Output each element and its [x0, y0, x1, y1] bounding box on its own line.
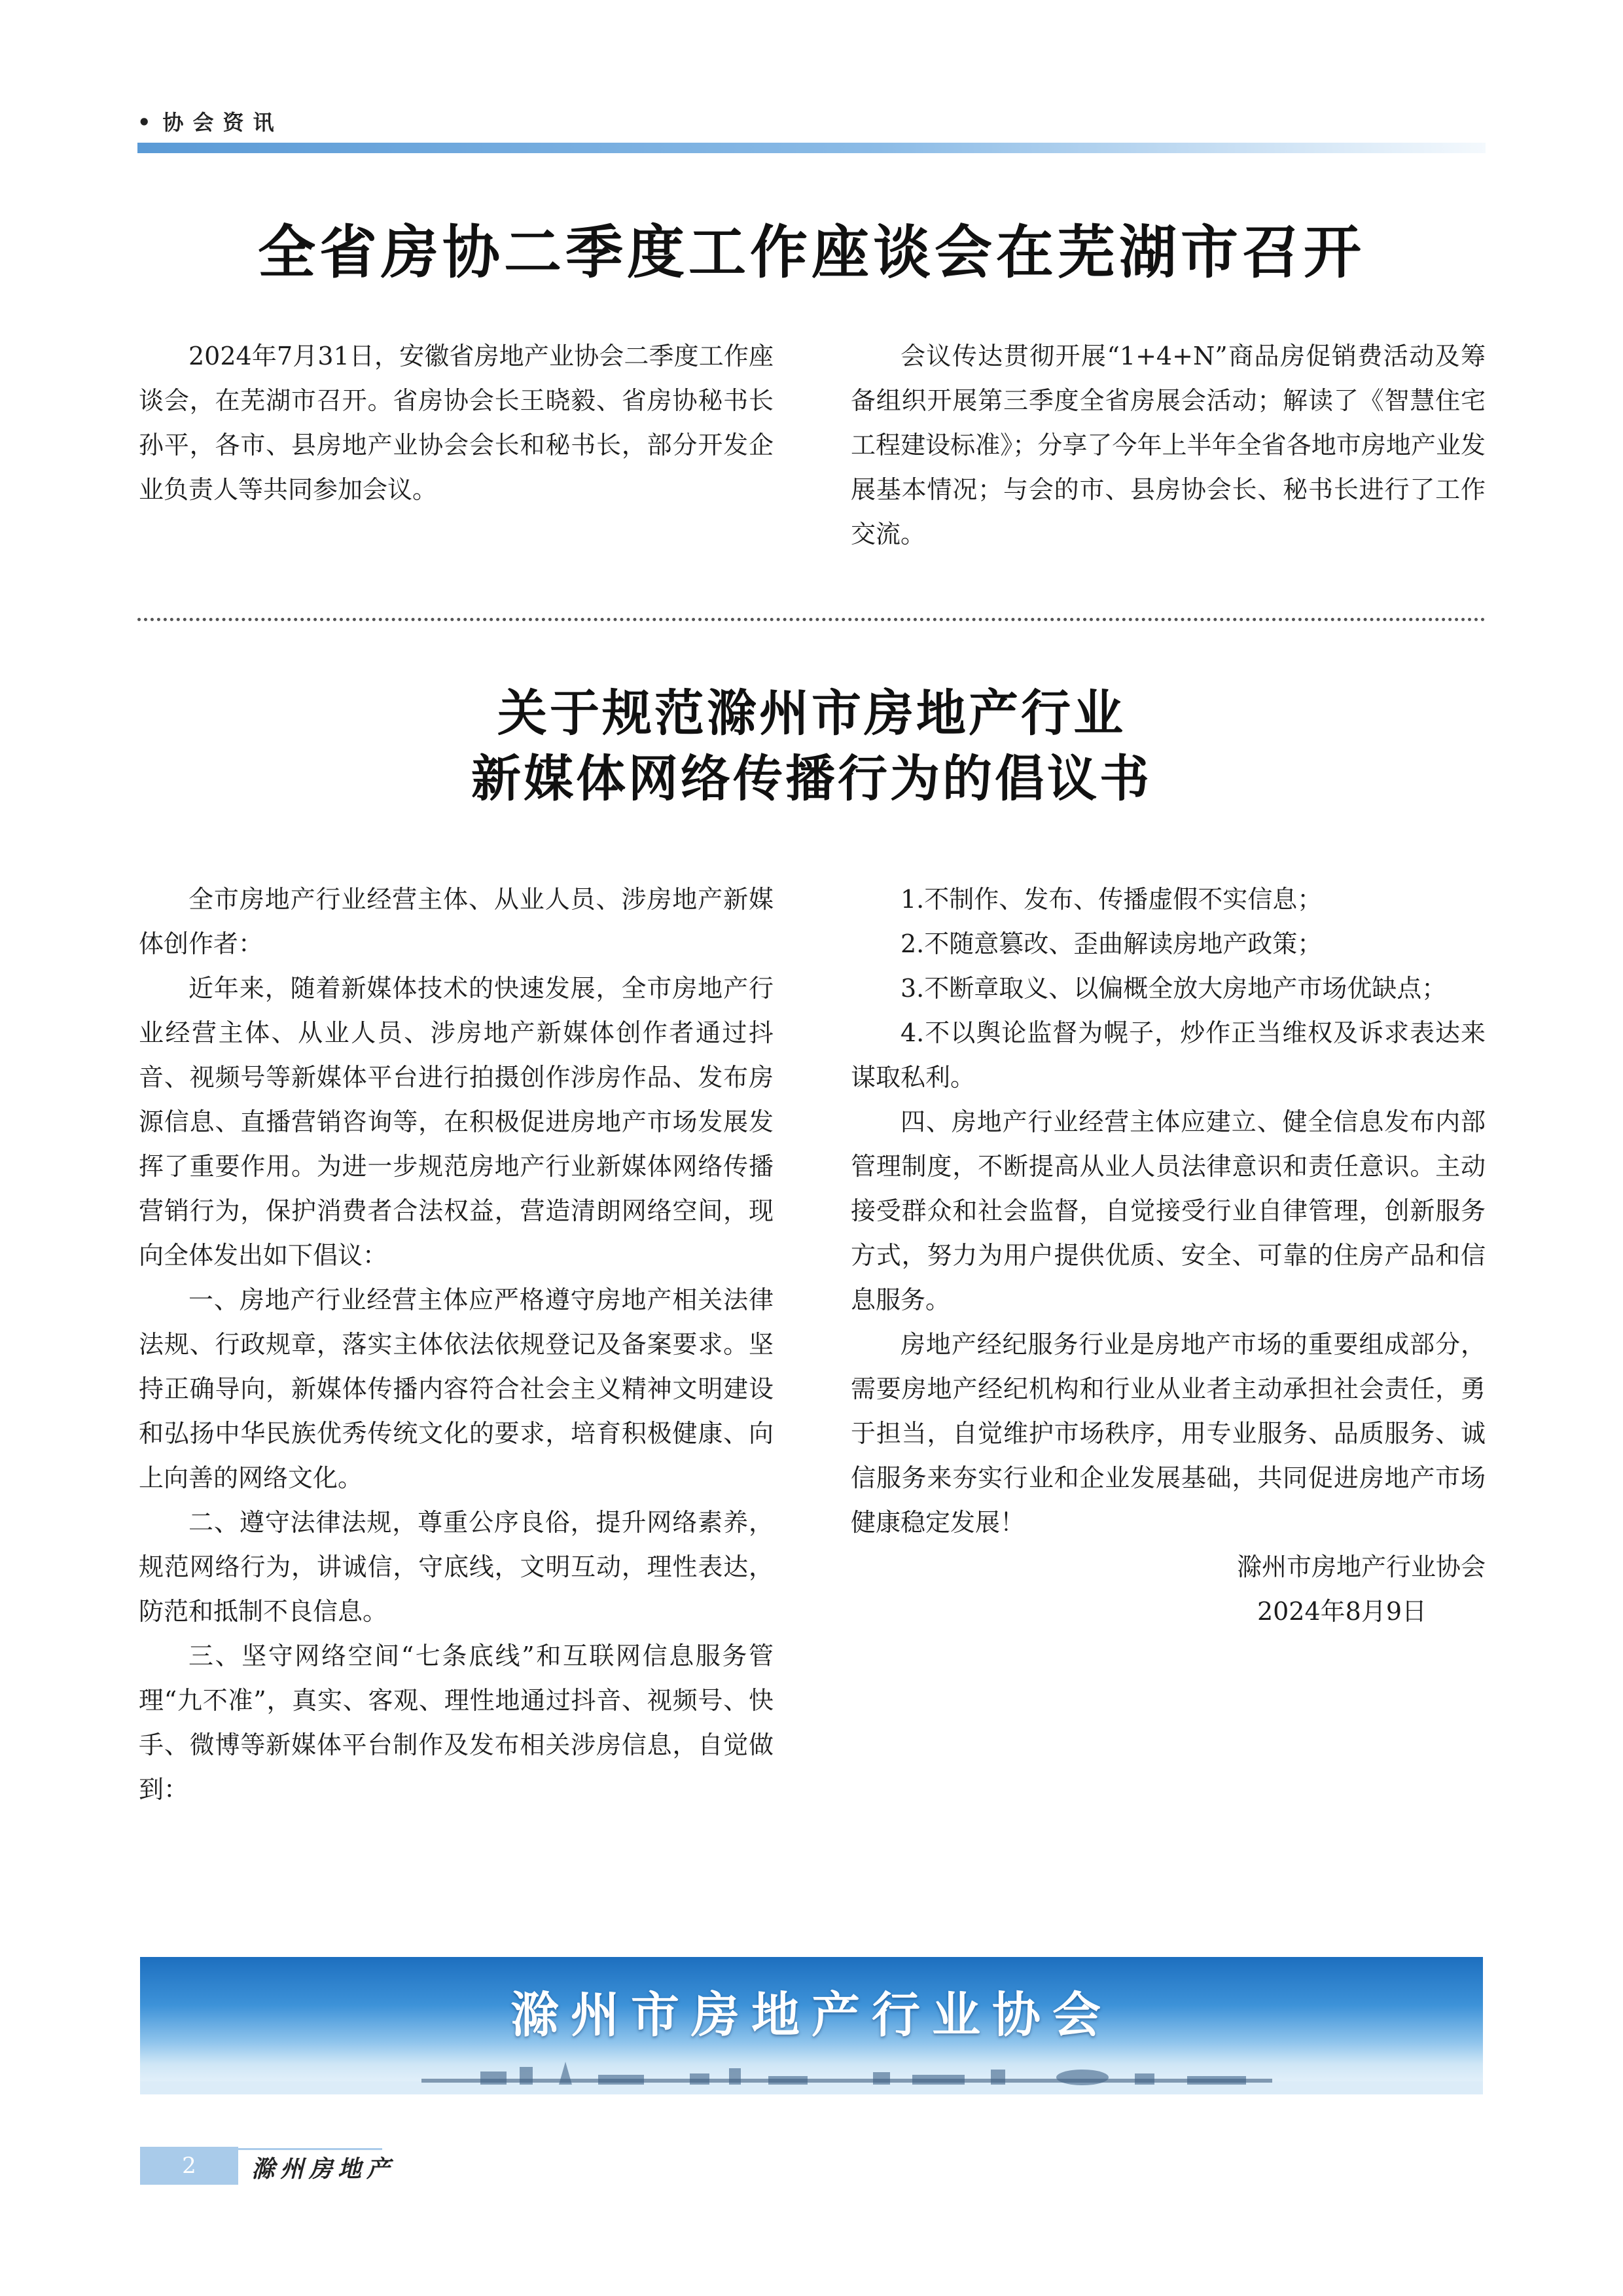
association-banner — [140, 1957, 1483, 2094]
proposal-item: 1.不制作、发布、传播虚假不实信息； — [901, 885, 1323, 914]
dotted-divider — [137, 618, 1486, 621]
proposal-item: 3.不断章取义、以偏概全放大房地产市场优缺点； — [901, 974, 1447, 1003]
proposal-paragraph: 房地产经纪服务行业是房地产市场的重要组成部分，需要房地产经纪机构和行业从业者主动承担社会责任，勇于担当，自觉维护市场秩序，用专业服务、品质服务、诚信服务来夯实行业和企业发展基础，共同促进房地产市场健康稳定发展！ — [851, 1330, 1486, 1537]
footer-rule — [238, 2148, 382, 2150]
header-rule — [137, 143, 1486, 153]
article2-title-line2: 新媒体网络传播行为的倡议书 — [471, 749, 1152, 808]
article1-right-column — [851, 334, 1486, 556]
section-label: 协会资讯 — [162, 110, 283, 135]
banner-title: 滁州市房地产行业协会 — [510, 1987, 1113, 2043]
signature-date: 2024年8月9日 — [1257, 1597, 1427, 1626]
proposal-paragraph: 三、坚守网络空间“七条底线”和互联网信息服务管理“九不准”，真实、客观、理性地通过抖音、视频号、快手、微博等新媒体平台制作及发布相关涉房信息，自觉做到： — [139, 1641, 774, 1804]
article1-right-paragraph: 会议传达贯彻开展“1+4+N”商品房促销费活动及筹备组织开展第三季度全省房展会活动；解读了《智慧住宅工程建设标准》；分享了今年上半年全省各地市房地产业发展基本情况；与会的市、县房协会长、秘书长进行了工作交流。 — [851, 342, 1486, 548]
article2-right-column — [851, 877, 1486, 1634]
proposal-item: 4.不以舆论监督为幌子，炒作正当维权及诉求表达来谋取私利。 — [851, 1018, 1486, 1092]
proposal-paragraph: 四、房地产行业经营主体应建立、健全信息发布内部管理制度，不断提高从业人员法律意识和责任意识。主动接受群众和社会监督，自觉接受行业自律管理，创新服务方式，努力为用户提供优质、安全、可靠的住房产品和信息服务。 — [851, 1107, 1486, 1314]
article2-left-column — [139, 877, 774, 1812]
article2-title-line1: 关于规范滁州市房地产行业 — [497, 684, 1126, 742]
page-number: 2 — [140, 2147, 238, 2185]
article1-left-column — [139, 334, 774, 512]
proposal-paragraph: 二、遵守法律法规，尊重公序良俗，提升网络素养，规范网络行为，讲诚信，守底线，文明互动，理性表达，防范和抵制不良信息。 — [139, 1508, 774, 1626]
proposal-item: 2.不随意篡改、歪曲解读房地产政策； — [901, 929, 1323, 958]
city-skyline-image — [140, 2036, 1483, 2094]
proposal-paragraph: 一、房地产行业经营主体应严格遵守房地产相关法律法规、行政规章，落实主体依法依规登记及备案要求。坚持正确导向，新媒体传播内容符合社会主义精神文明建设和弘扬中华民族优秀传统文化的要求，培育积极健康、向上向善的网络文化。 — [139, 1285, 774, 1492]
header-bullet: • — [137, 110, 151, 135]
section-header — [137, 106, 283, 136]
magazine-name: 滁州房地产 — [251, 2155, 396, 2183]
signature: 滁州市房地产行业协会 — [1236, 1552, 1486, 1581]
article1-left-paragraph: 2024年7月31日，安徽省房地产业协会二季度工作座谈会，在芜湖市召开。省房协会长王晓毅、省房协秘书长孙平，各市、县房地产业协会会长和秘书长，部分开发企业负责人等共同参加会议。 — [139, 342, 774, 504]
proposal-paragraph: 近年来，随着新媒体技术的快速发展，全市房地产行业经营主体、从业人员、涉房地产新媒体创作者通过抖音、视频号等新媒体平台进行拍摄创作涉房作品、发布房源信息、直播营销咨询等，在积极促进房地产市场发展发挥了重要作用。为进一步规范房地产行业新媒体网络传播营销行为，保护消费者合法权益，营造清朗网络空间，现向全体发出如下倡议： — [139, 974, 774, 1270]
article1-title: 全省房协二季度工作座谈会在芜湖市召开 — [257, 218, 1365, 286]
proposal-paragraph: 全市房地产行业经营主体、从业人员、涉房地产新媒体创作者： — [139, 885, 774, 958]
article2-title — [137, 681, 1486, 812]
